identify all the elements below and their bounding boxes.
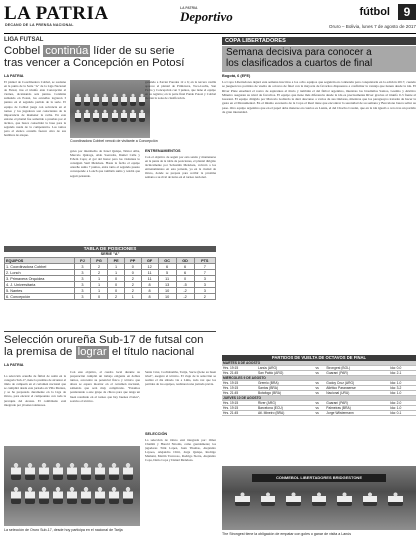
story3-headline-line2: los clasificados a cuartos de final [226,57,373,69]
cell: 3 [194,288,215,294]
story2-headline-highlight: lograr [77,346,107,359]
cell: Hrs. 19:15 [222,401,257,406]
cell: 2 [194,294,215,300]
cell: 11 [141,270,158,276]
section-name: fútbol [359,6,390,18]
cell: 3 [75,264,91,270]
cell: Nacional (URU) [325,391,389,396]
cell: vs [315,386,326,391]
cell: 5 [158,270,176,276]
cell: 6. Concepción [5,294,75,300]
cell: -5 [176,282,194,288]
cell: San Pablo (ARG) [257,371,315,376]
cell: 12 [141,264,158,270]
cell: -2 [176,294,194,300]
cell: vs [315,391,326,396]
story1-body-col3: ganando a Xavier Paredes 12 a 6; en la tercera casilla aparece el plantel de Primavera, Toco-Lucha, San Pedro y Concepción con 3 puntos, que tiene el equipo en su registro; en la parte final Pando Potosí y Cobbel cierran la zona de clasificación. [145,80,216,101]
cell: Hrs. 19:15 [222,381,257,386]
cell: Santos (BRA) [257,386,315,391]
story1-photo-caption: Coordinadora Cobbel venció de visitante a Concepción [70,139,158,143]
col-header: EQUIPOS [5,258,75,264]
story2-headline-b: el título nacional [111,346,195,359]
story3-match-photo [222,466,416,530]
col-header: PE [108,258,125,264]
cell: 4. J. Universitaria [5,282,75,288]
table-row [222,411,416,416]
cell: 6 [158,264,176,270]
cell: 13 [158,282,176,288]
col-header: PP [124,258,141,264]
cell: Ida: 0-0 [389,366,416,371]
story2-body-col2: Con este objetivo, el cuadro local durante su preparación cumplió un trabajo exigente en dobles turnos, acrecentó su potencial físico y técnico que ahora se espera mostrar en el certamen nacional, sabiendo que será muy complicado. "Estamos ponderando a este grupo de chicos para que tenga un buen resultado en el torneo que hay buenos rivales", sostuvo el técnico. [70,370,140,403]
newspaper-tagline: DECANO DE LA PRENSA NACIONAL [5,23,74,27]
story1-body-col3b: Con el objetivo de seguir por esta senda y mantenerse en la punta de la tabla de posiciones, el plantel dirigido técnicamente por Sebastián Mendoza, volverá a los entrenamientos en esta jornada, ya en la ciudad de Oruro, donde se prepara para recibir la próxima semana a su rival de turno en el torneo nacional. [145,155,216,180]
cell: 1. Coordinadora Cobbel [5,264,75,270]
group-label: MIÉRCOLES 9 DE AGOSTO [222,376,416,381]
cell: 3. Primavera Orquídea [5,276,75,282]
col-header: GC [158,258,176,264]
story1-subhead: ENTRENAMIENTOS [145,149,181,153]
cell: 3 [75,282,91,288]
cell: 1 [108,270,125,276]
story3-byline: Bogotá, 6 (EFE) [222,74,251,78]
standings-table [4,257,216,300]
story2-photo-caption: La selección de Oruro Sub-17, desde hoy participa en el nacional de Tarija [4,528,123,532]
story1-team-photo [70,80,150,138]
cell: Hrs. 21:45 [222,391,257,396]
cell: vs [315,401,326,406]
cell: Hrs. 21:45 [222,411,257,416]
cell: Gremio (BRA) [257,381,315,386]
cell: Jorge Wilstermann [325,411,389,416]
col-header: GD [176,258,194,264]
cell: 7 [194,264,215,270]
story2-body-col3b: La selección de Oruro está integrada por: Omar Chambi y Harold Nicolás, como guardametas; los jugadores Trini López, Juan Thomas, Alejandro Layaoa, Alejandro Chiri, Jorge Quispe, Rodrigo Mamani, Martín Troncoso, Rodrigo Sierra, Alejandro Copa, Darío Copa y Daniel Mendoza. [145,438,216,463]
cell: 3 [75,288,91,294]
cell: 0 [124,270,141,276]
cell: 3 [75,270,91,276]
story1-headline-b: líder de su serie [93,45,175,57]
cell: Ida: 2-0 [389,401,416,406]
cell: Hrs. 21:45 [222,371,257,376]
cell: Barcelona (ECU) [257,406,315,411]
cell: vs [315,371,326,376]
group-label: MARTES 8 DE AGOSTO [222,361,416,366]
cell: Ida: 1-0 [389,381,416,386]
dateline: Oruro – Bolivia, lunes 7 de agosto de 2017 [328,24,416,29]
cell: vs [315,381,326,386]
cell: River (ARG) [257,401,315,406]
cell: Lanús (ARG) [257,366,315,371]
col-header: GF [141,258,158,264]
standings-subtitle: SERIE "A" [100,252,120,256]
stadium-banner: CONMEBOL LIBERTADORES BRIDGESTONE [252,474,386,482]
cell: 1 [90,282,108,288]
cell: 0 [108,276,125,282]
cell: -2 [176,288,194,294]
cell: 3 [194,282,215,288]
story1-headline-line2: tras vencer a Concepción en Potosí [4,57,185,70]
cell: 8 [141,282,158,288]
story1-headline-highlight: continúa [45,45,89,57]
cell: Ida: 1-0 [389,406,416,411]
cell: Hrs. 19:15 [222,386,257,391]
cell: 8 [141,288,158,294]
standings-title: TABLA DE POSICIONES [4,246,216,252]
cell: 10 [158,294,176,300]
cell: 6 [176,264,194,270]
cell: vs [315,406,326,411]
section-divider [4,331,216,332]
story3-body: La Copa Libertadores dejará esta semana inscritos a los ocho equipos que seguirán en contienda para conquistarla en la edición 2017, cuando se jueguen los partidos de vuelta de octavos de final con la mayoría de favoritos dispuestos a confirmar la ventaja que tienen desde la ida. El River Plate enseñará el rostro de aspirantes al título y también el del fútbol argentino, mientras los brasileños Santos, Gremio y Atlético Mineiro aseguran su nivel de favoritos. El equipo que tiene más diferencia desde la ida es precisamente River gracias al triunfo 0-3 frente al Guaraní. El equipo dirigido por Marcelo Gallardo le dará descanso a varios de sus titulares, mientras que los paraguayos tratarán de hacer la gesta en el Monumental. En el mismo escenario de la Copa el Real tiene que encontrar la serenidad de su semana y Barcelona busca sellar su pase. Otro equipo argentino que en el papel debe meterse en cuartos es Lanús, el del Chacho Coudet, que en la ida igualó a cero tras un partido de gran intensidad. [222,80,416,115]
col-header: PTS [194,258,215,264]
cell: vs [315,411,326,416]
cell: 2 [90,264,108,270]
cell: 0 [90,294,108,300]
cell: 0 [124,264,141,270]
table-row [5,294,216,300]
story1-section-tag: LIGA FUTSAL [4,37,44,43]
story3-headline-box [222,46,416,72]
cell: 3 [75,294,91,300]
cell: 10 [158,288,176,294]
cell: 1 [90,288,108,294]
cell: 3 [75,276,91,282]
cell: 8 [141,294,158,300]
cell: Strongest (BOL) [325,366,389,371]
cell: Botafogo (BRA) [257,391,315,396]
story3-photo-caption: The Strongest tiene la obligación de empatar con goles o ganar de visita a Lanús [222,532,352,536]
cell: 2 [124,276,141,282]
story2-headline-a: la premisa de [4,346,73,359]
cell: 2 [124,282,141,288]
cell: 1 [108,264,125,270]
story2-team-photo [4,446,140,526]
cell: 2 [90,270,108,276]
masthead [4,3,416,33]
cell: 5. Nantes [5,288,75,294]
supplement-kicker: LA PATRIA [180,6,198,10]
story2-headline-line1: Selección orureña Sub-17 de futsal con [4,334,204,346]
story2-byline: LA PATRIA [4,363,24,367]
col-header: PG [90,258,108,264]
cell: Guaraní (PAR) [325,371,389,376]
fixtures-box [222,355,416,463]
cell: Hrs. 19:15 [222,406,257,411]
cell: Hrs. 19:15 [222,366,257,371]
story3-headline-line1: Semana decisiva para conocer a [226,47,372,58]
group-label: JUEVES 10 DE AGOSTO [222,396,416,401]
supplement-title: Deportivo [180,9,233,24]
cell: 3 [194,276,215,282]
story2-body-col3: Santa Cruz, Cochabamba, Tarija, Sucre (tiene su buen nivel", aseguró el técnico. El viaje de la selección se realizó el día sábado vía a Lima, toda vez que los partidos de los equipos, realizaron una jornada previa. [145,370,216,387]
story2-subhead: SELECCIÓN [145,432,168,436]
cell: 2 [124,288,141,294]
cell: Ida: 1-0 [389,391,416,396]
cell: 1 [90,276,108,282]
cell: Atl. Mineiro (BRA) [257,411,315,416]
standings-box [4,246,216,308]
cell: 0 [176,276,194,282]
fixtures-table [222,361,416,416]
masthead-rule [4,33,416,34]
cell: Atlético Paranaense [325,386,389,391]
story1-byline: LA PATRIA [4,74,24,78]
cell: 7 [194,270,215,276]
cell: Godoy Cruz (ARG) [325,381,389,386]
story1-headline-a: Cobbel [4,45,41,57]
cell: 0 [108,288,125,294]
story1-headline [4,45,216,70]
cell: 2. Lonch [5,270,75,276]
cell: 11 [158,276,176,282]
story1-body-col2: goles por intermedio de Israel Quispe, Néstor Alba, Marcelo Quiroga, Aldo Saavedra, Daniel Calle y Edwin Copa; el gol del honor para los visitantes lo consiguió Saúl Mendoza. Hasta la fecha el equipo orureño suma 7 puntos, entre tanto el segundo puesto corresponde a Lonch que también suma y tendrá que seguir peleando. [70,149,140,178]
cell: Ida: 3-2 [389,386,416,391]
cell: 0 [108,282,125,288]
cell: Ida: 0-1 [389,411,416,416]
newspaper-logo: LA PATRIA [4,3,109,24]
story3-section-tag: COPA LIBERTADORES [222,37,416,45]
story2-headline [4,334,218,359]
page-number: 9 [398,4,416,20]
col-header: PJ [75,258,91,264]
story2-body-col1: La selección orureña de fútbol de salón en la categoría Sub-17, tiene la premisa de alcanzar el título de campeón en el certamen nacional que se cumplirá desde esta jornada en Villa Montes, y se ha preparado duramente en la Liga de Oruro, para encarar el campeonato con toda la jerarquía del Arasus. El combinado está integrado por jóvenes talentosos. [4,374,66,407]
cell: vs [315,366,326,371]
cell: Guaraní (PAR) [325,401,389,406]
cell: Palmeiras (BRA) [325,406,389,411]
cell: 2 [108,294,125,300]
cell: 1 [124,294,141,300]
cell: Ida: 2-1 [389,371,416,376]
cell: 11 [141,276,158,282]
cell: 6 [176,270,194,276]
story1-body-col1: El plantel de Coordinadora Cobbel, se sostiene en la punta de la Serie "A" de la Liga Nacional de Futsal, tras el triunfo ante Concepción el viernes, alcanzando seis puntos. Continúa sumando en Potosí, los orureños lograron 3 puntos en el segundo partido de la serie. El equipo de Cobbel juega con solvencia en el torneo y los jugadores son conscientes de la importancia de mantener la racha. En este estreno el plantel fue sometido a pruebas por el técnico, que busca consolidar la base para la segunda rueda de la competencia. Los tantos para el elenco orureño fueron obra de sus hombres de ataque. [4,80,66,138]
fixtures-title: PARTIDOS DE VUELTA DE OCTAVOS DE FINAL [222,355,416,361]
